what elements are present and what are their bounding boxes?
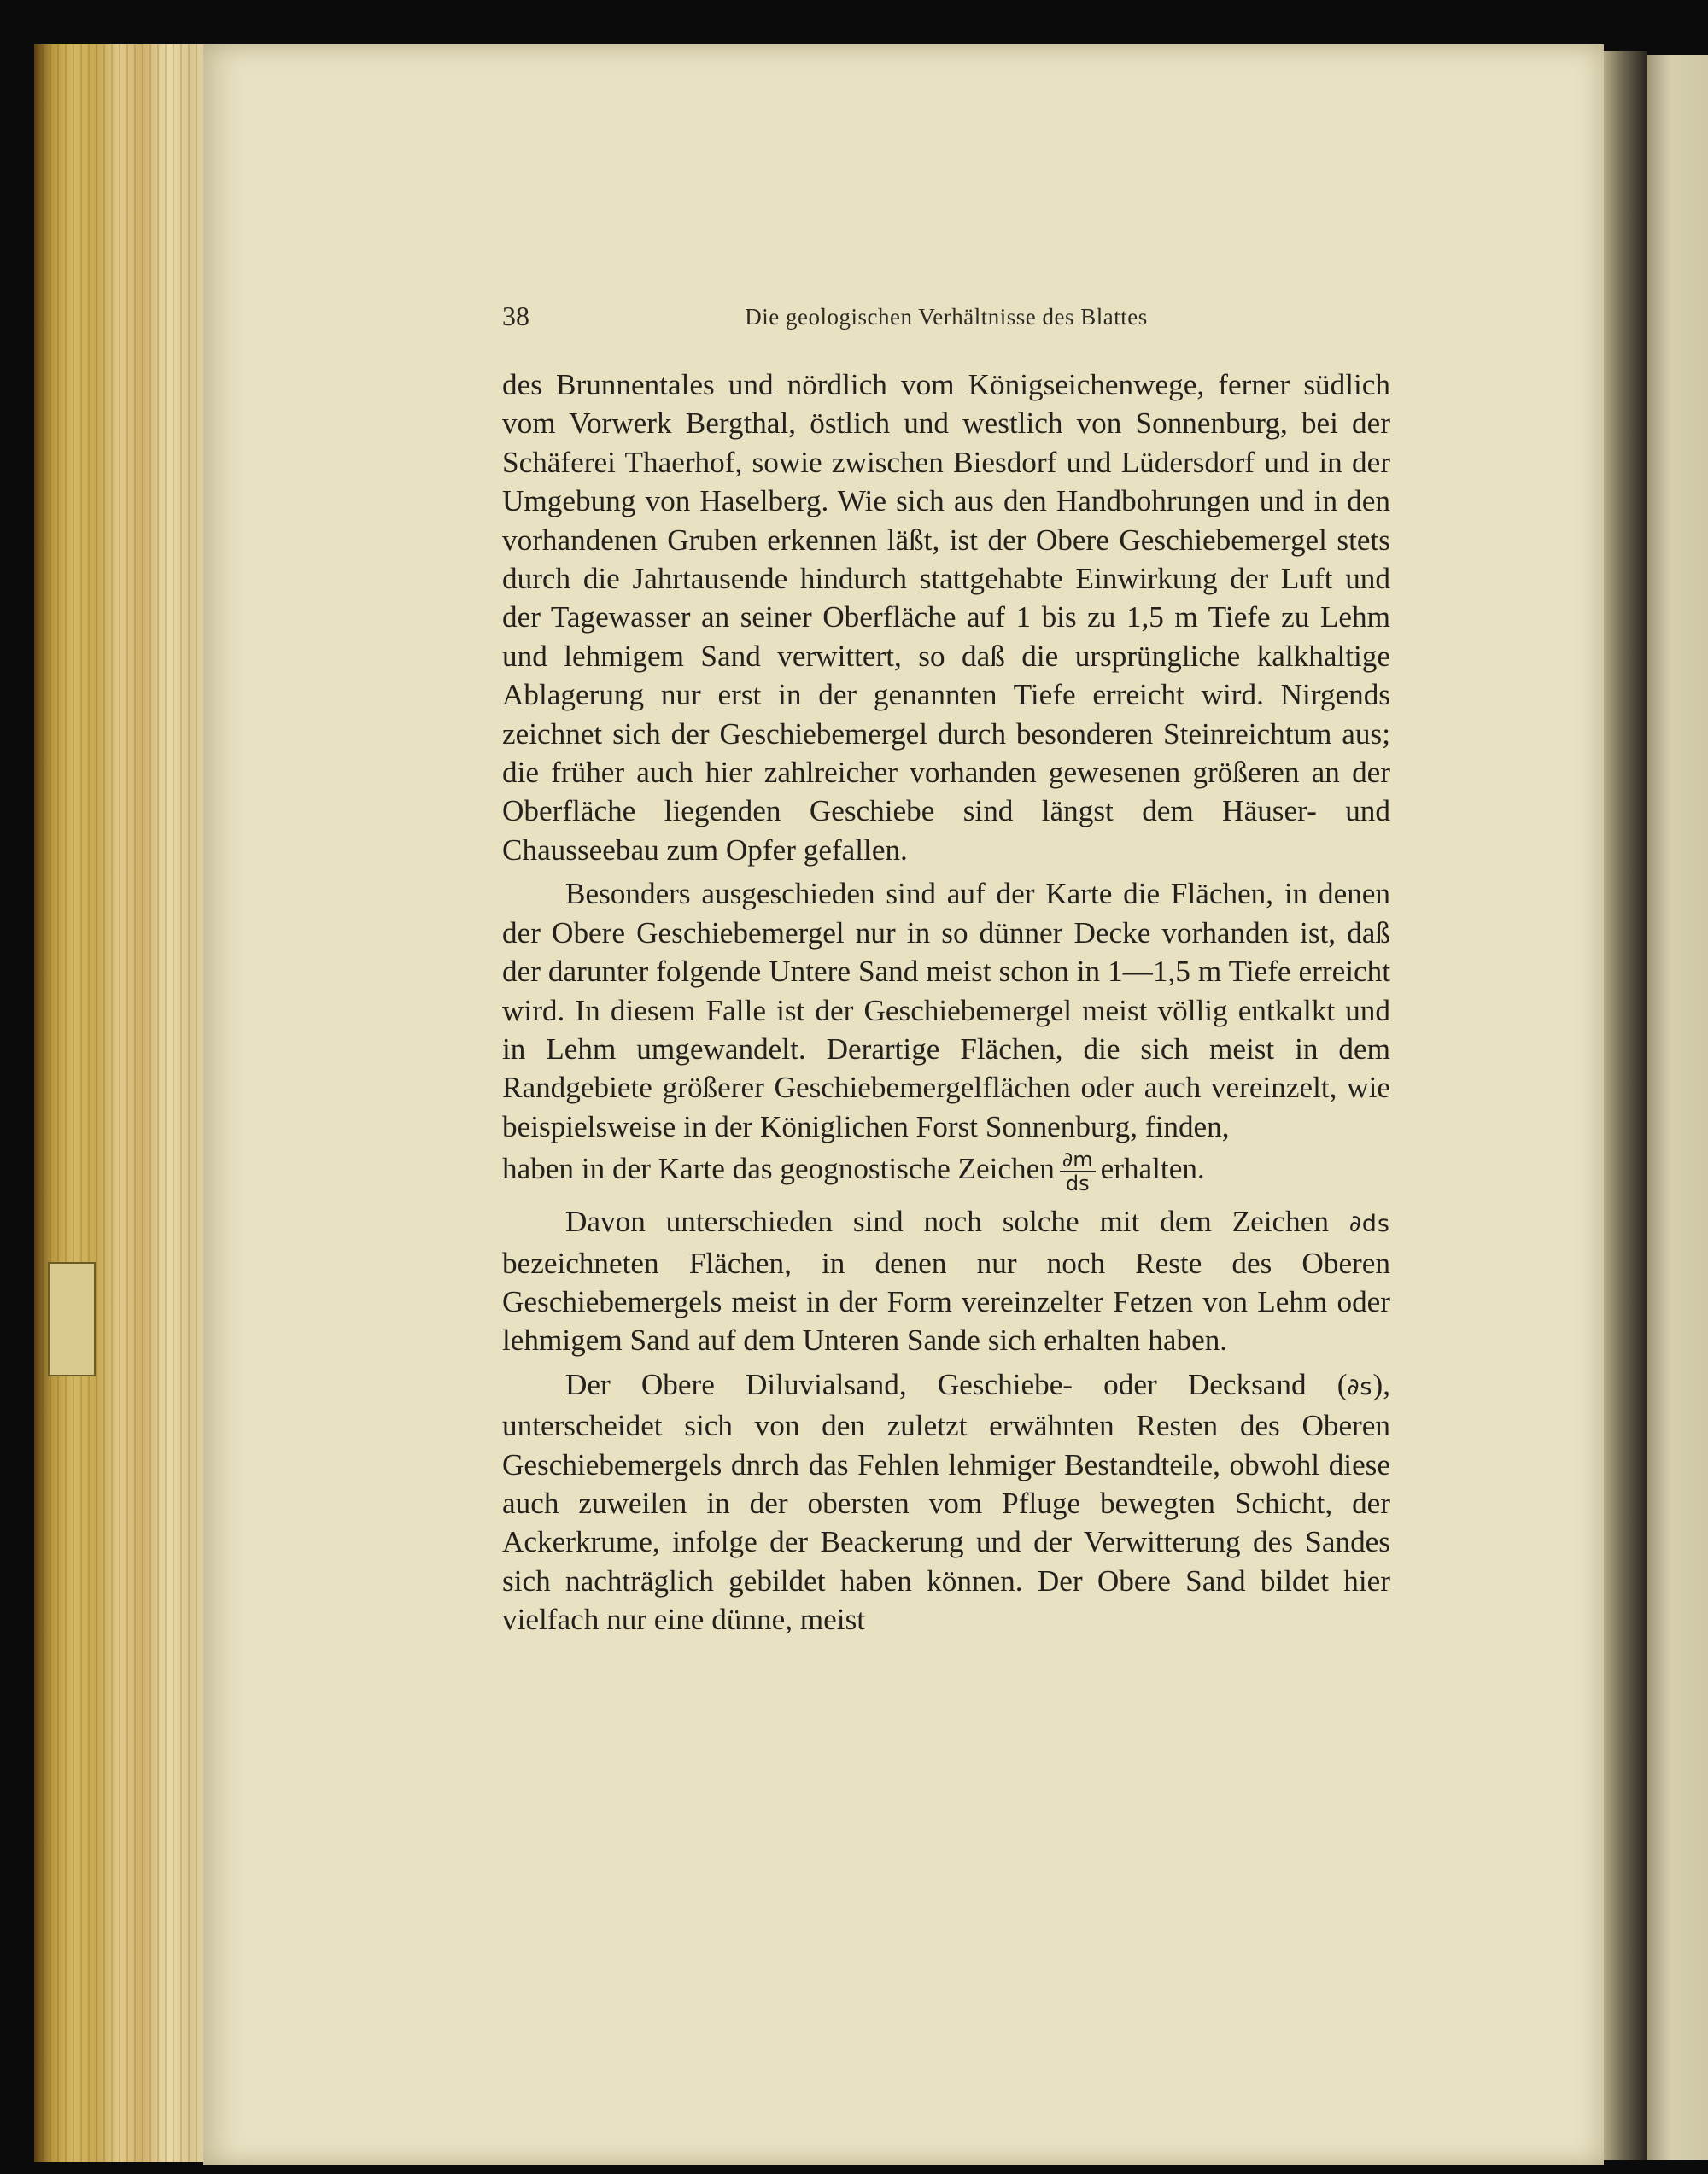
fraction-numerator: ∂m — [1060, 1148, 1096, 1172]
formula-suffix: erhalten. — [1100, 1152, 1205, 1186]
paragraph-3-text-before: Davon unterschieden sind noch solche mit dem Zeichen — [565, 1205, 1329, 1239]
paragraph-2: Besonders ausgeschieden sind auf der Karte die Flächen, in denen der Obere Geschiebemergel nur in so dünner Decke vorhanden ist, daß der darunter folgende Untere Sand meist schon in 1—1,5 m Tiefe erreicht wird. In diesem Falle ist der Geschiebemergel meist völlig entkalkt und in Lehm umgewandelt. Derartige Flächen, die sich meist in dem Randgebiete größerer Geschiebemergelflächen oder auch vereinzelt, wie beispielsweise in der Königlichen Forst Sonnenburg, finden, — [502, 877, 1390, 1143]
paragraph-1: des Brunnentales und nördlich vom Königseichenwege, ferner südlich vom Vorwerk Bergthal, östlich und westlich von Sonnenburg, bei der Schäferei Thaerhof, sowie zwischen Biesdorf und Lüdersdorf und in der Umgebung von Haselberg. Wie sich aus den Handbohrungen und in den vorhandenen Gruben erkennen läßt, ist der Obere Geschiebemergel stets durch die Jahrtausende hindurch stattgehabte Einwirkung der Luft und der Tagewasser an seiner Oberfläche auf 1 bis zu 1,5 m Tiefe zu Lehm und lehmigem Sand verwittert, so daß die ursprüngliche kalkhaltige Ablagerung nur erst in der genannten Tiefe erreicht wird. Nirgends zeichnet sich der Geschiebemergel durch besonderen Steinreichtum aus; die früher auch hier zahlreicher vorhanden gewesenen größeren an der Oberfläche liegenden Geschiebe sind längst dem Häuser- und Chausseebau zum Opfer gefallen. — [502, 368, 1390, 867]
book-page-edges — [34, 44, 214, 2162]
body-text — [502, 365, 1390, 1639]
page-number: 38 — [502, 301, 529, 331]
fraction-denominator: ds — [1065, 1172, 1090, 1196]
book-gutter — [1604, 51, 1647, 2160]
geognostic-symbol-ds: ∂ds — [1348, 1211, 1390, 1238]
paragraph-3-text-after: bezeichneten Flächen, in denen nur noch Reste des Oberen Geschiebemergels meist in der Form vereinzelter Fetzen von Lehm oder lehmigem Sand auf dem Unteren Sande sich erhalten haben. — [502, 1246, 1390, 1358]
facing-page-edge — [1647, 55, 1708, 2160]
paragraph-4-text-before: Der Obere Diluvialsand, Geschiebe- oder Decksand ( — [565, 1367, 1348, 1401]
geognostic-symbol-s: ∂s — [1347, 1373, 1373, 1400]
paragraph-3 — [502, 1202, 1390, 1360]
geognostic-symbol-fraction — [1060, 1148, 1096, 1195]
paragraph-2-formula-line — [502, 1141, 1390, 1197]
paragraph-4-text-after: ), unterscheidet sich von den zuletzt erwähnten Resten des Oberen Geschiebemergels dnrch das Fehlen lehmiger Bestandteile, obwohl diese auch zuweilen in der obersten vom Pfluge bewegten Schicht, der Ackerkrume, infolge der Beackerung und der Verwitterung des Sandes sich nachträglich gebildet haben können. Der Obere Sand bildet hier vielfach nur eine dünne, meist — [502, 1367, 1390, 1637]
paragraph-4 — [502, 1365, 1390, 1639]
bookmark-tab — [48, 1262, 96, 1376]
page-header — [502, 301, 1390, 338]
running-title: Die geologischen Verhältnisse des Blattes — [745, 304, 1148, 330]
formula-prefix: haben in der Karte das geognostische Zeichen — [502, 1152, 1055, 1186]
